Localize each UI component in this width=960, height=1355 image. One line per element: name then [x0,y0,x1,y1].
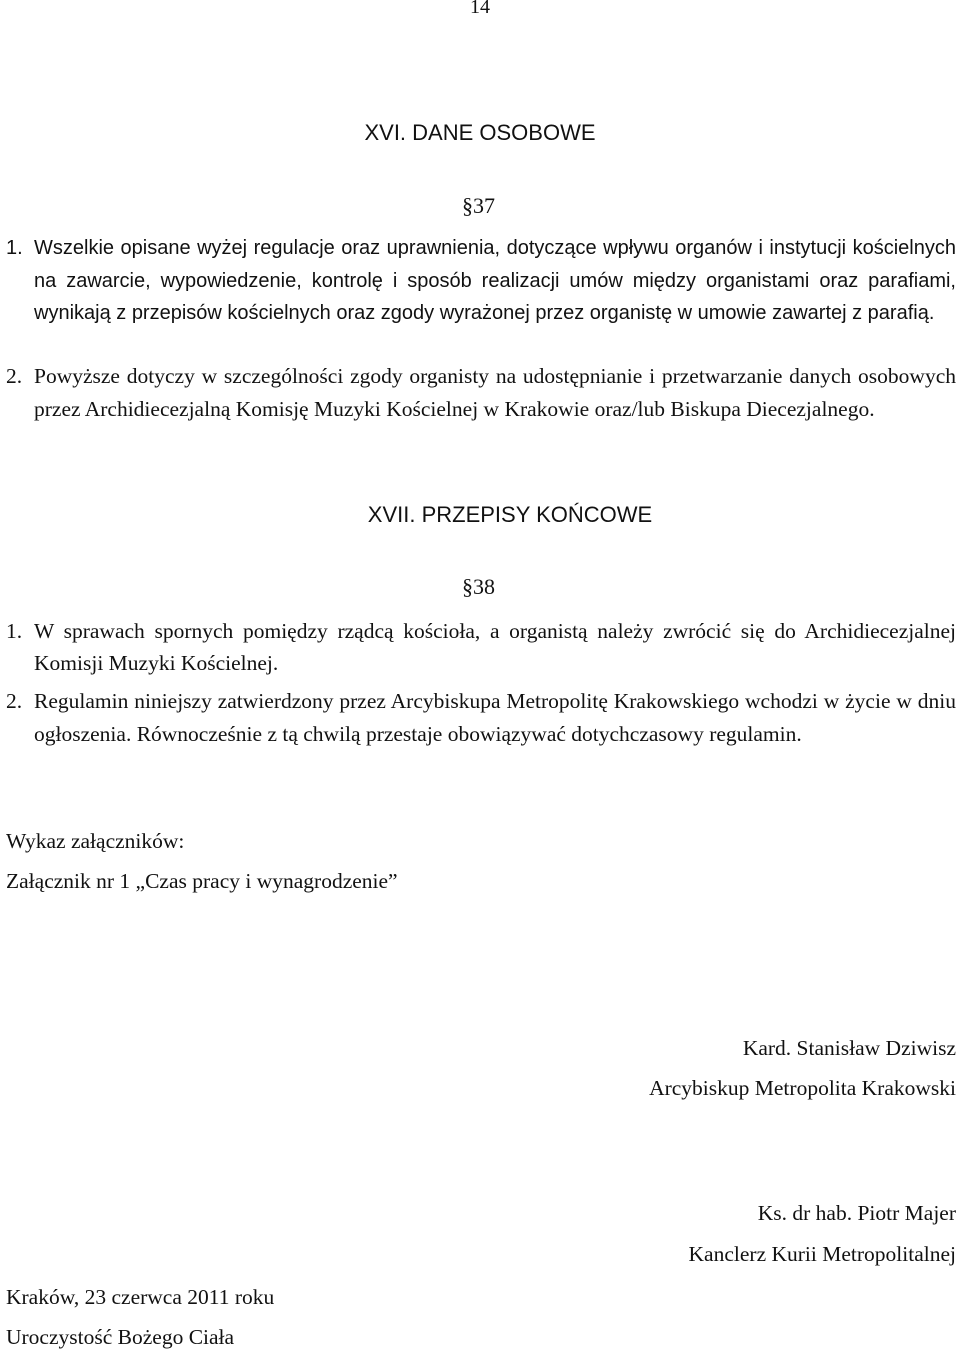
clause-38-1 [6,615,956,679]
attachments-heading: Wykaz załączników: [6,829,185,853]
clause-38-2 [6,685,956,750]
section-heading-text: XVII. PRZEPISY KOŃCOWE [367,502,653,527]
clause-number: 2. [6,364,23,388]
signatory-name: Kard. Stanisław Dziwisz [742,1036,956,1060]
paragraph-mark-37: §37 [462,193,495,218]
signatory-name: Ks. dr hab. Piotr Majer [757,1201,956,1225]
section-heading-przepisy-koncowe [0,502,960,528]
signatory-title: Arcybiskup Metropolita Krakowski [649,1076,956,1100]
section-heading-dane-osobowe: XVI. DANE OSOBOWE [364,120,596,145]
attachment-item: Załącznik nr 1 „Czas pracy i wynagrodzenie” [6,869,398,893]
clause-text: W sprawach spornych pomiędzy rządcą kościoła, a organistą należy zwrócić się do Archidiecezjalnej Komisji Muzyki Kościelnej. [34,619,956,675]
clause-number: 2. [6,689,23,713]
clause-text: Powyższe dotyczy w szczególności zgody organisty na udostępnianie i przetwarzanie danych osobowych przez Archidiecezjalną Komisję Muzyki Kościelnej w Krakowie oraz/lub Biskupa Diecezjalnego. [34,364,956,421]
clause-text: Wszelkie opisane wyżej regulacje oraz uprawnienia, dotyczące wpływu organów i instytucji kościelnych na zawarcie, wypowiedzenie, kontrolę i sposób realizacji umów między organistami oraz parafiami, wynikają z przepisów kościelnych oraz zgody wyrażonej przez organistę w umowie zawartej z parafią. [34,237,956,324]
feast-day: Uroczystość Bożego Ciała [6,1325,235,1349]
clause-number: 1. [6,619,23,643]
clause-37-2 [6,360,956,425]
signatory-title: Kanclerz Kurii Metropolitalnej [688,1242,956,1266]
clause-number: 1. [6,237,23,259]
page-number: 14 [470,0,490,18]
clause-text: Regulamin niniejszy zatwierdzony przez Arcybiskupa Metropolitę Krakowskiego wchodzi w życie w dniu ogłoszenia. Równocześnie z tą chwilą przestaje obowiązywać dotychczasowy regulamin. [34,689,956,746]
place-and-date: Kraków, 23 czerwca 2011 roku [6,1285,275,1309]
paragraph-mark-38: §38 [462,574,495,599]
clause-37-1 [6,232,956,330]
